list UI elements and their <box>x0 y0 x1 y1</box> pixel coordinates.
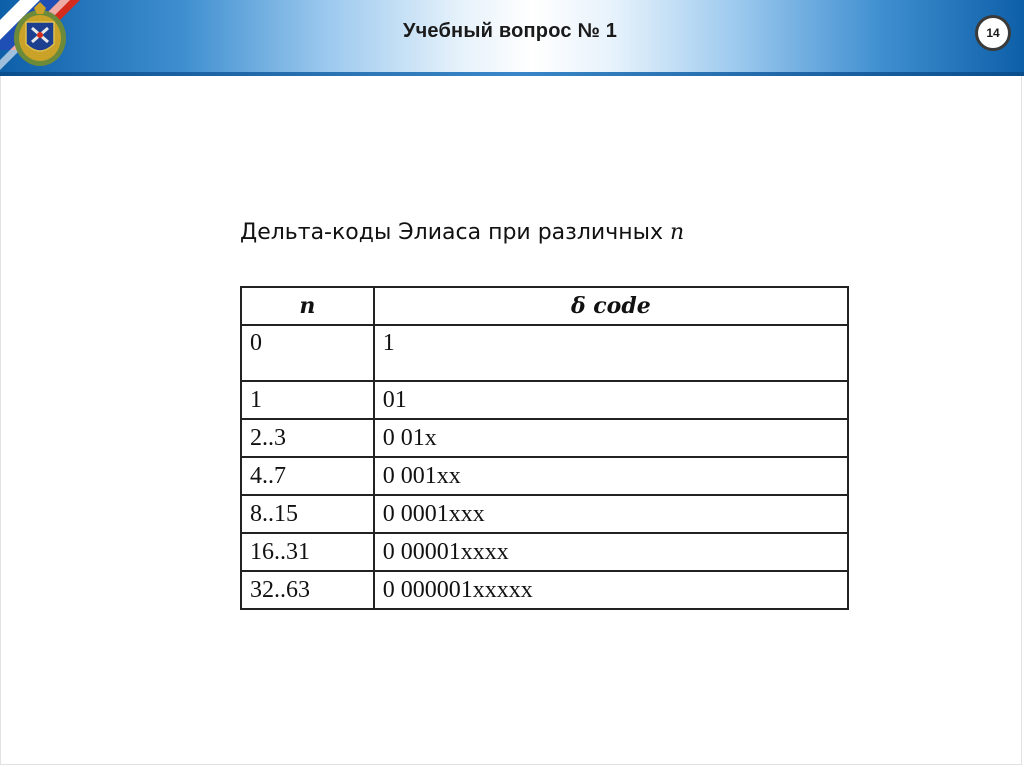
cell-n: 0 <box>241 325 374 381</box>
table-row <box>241 533 848 571</box>
cell-code: 0 0001xxx <box>374 495 848 533</box>
cell-n: 16..31 <box>241 533 374 571</box>
caption-variable: n <box>670 220 685 245</box>
table-row <box>241 571 848 609</box>
table-caption <box>240 220 880 245</box>
cell-code: 0 000001xxxxx <box>374 571 848 609</box>
cell-code: 0 001xx <box>374 457 848 495</box>
table-row <box>241 381 848 419</box>
cell-n: 2..3 <box>241 419 374 457</box>
page-title: Учебный вопрос № 1 <box>402 20 618 42</box>
table-row <box>241 325 848 381</box>
table-row <box>241 495 848 533</box>
column-header-code: δ code <box>374 287 848 325</box>
header-divider <box>0 72 1024 76</box>
header-bar <box>0 0 1024 72</box>
cell-n: 8..15 <box>241 495 374 533</box>
cell-code: 1 <box>374 325 848 381</box>
military-academy-emblem-icon <box>12 2 68 68</box>
cell-n: 4..7 <box>241 457 374 495</box>
table-header-row <box>241 287 848 325</box>
caption-text: Дельта-коды Элиаса при различных <box>240 220 670 245</box>
table-row <box>241 457 848 495</box>
cell-code: 0 00001xxxx <box>374 533 848 571</box>
cell-code: 0 01x <box>374 419 848 457</box>
table-row <box>241 419 848 457</box>
cell-n: 1 <box>241 381 374 419</box>
cell-code: 01 <box>374 381 848 419</box>
page-number-badge: 14 <box>975 15 1011 51</box>
elias-delta-table <box>240 286 849 610</box>
column-header-n: n <box>241 287 374 325</box>
cell-n: 32..63 <box>241 571 374 609</box>
